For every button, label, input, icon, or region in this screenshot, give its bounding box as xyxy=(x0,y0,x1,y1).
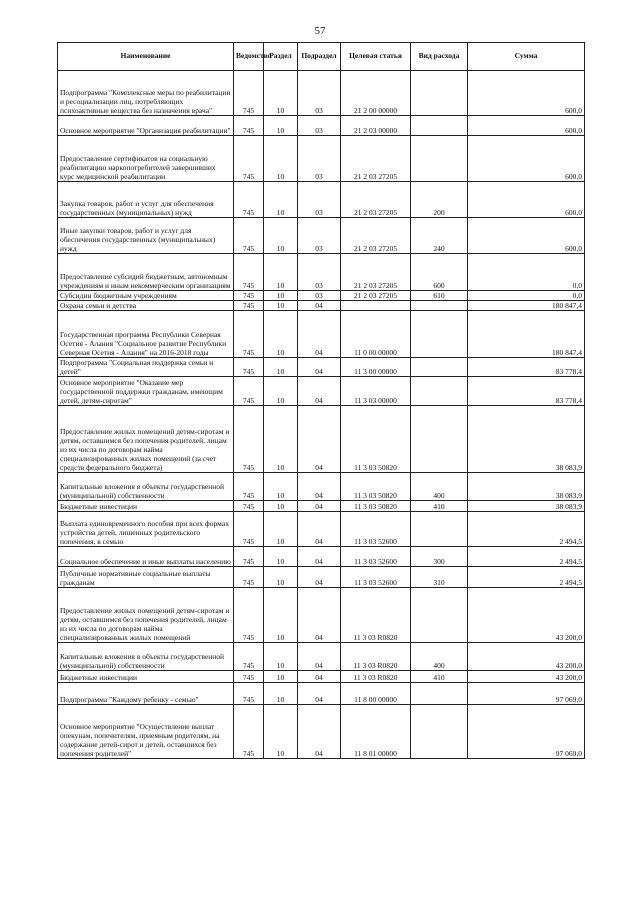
row-podrazdel-cell: 03 xyxy=(298,218,341,254)
table-row xyxy=(58,311,585,358)
table-row xyxy=(58,567,585,588)
row-podrazdel-cell: 03 xyxy=(298,116,341,136)
row-razdel-cell: 10 xyxy=(264,301,298,311)
table-row xyxy=(58,182,585,218)
row-ved-cell: 745 xyxy=(234,218,264,254)
row-summa-cell: 0,0 xyxy=(468,291,585,301)
row-summa-cell: 97 069,0 xyxy=(468,705,585,759)
row-razdel-cell: 10 xyxy=(264,136,298,182)
row-vid-cell: 600 xyxy=(411,254,468,291)
table-row xyxy=(58,705,585,759)
table-header-row xyxy=(58,43,585,71)
row-tsel-cell: 21 2 03 27205 xyxy=(341,254,411,291)
row-podrazdel-cell: 04 xyxy=(298,501,341,512)
row-tsel-cell: 11 3 03 R0820 xyxy=(341,588,411,643)
row-summa-cell: 83 778,4 xyxy=(468,358,585,377)
row-vid-cell xyxy=(411,406,468,473)
row-vid-cell: 240 xyxy=(411,218,468,254)
row-vid-cell xyxy=(411,136,468,182)
table-row xyxy=(58,406,585,473)
row-vid-cell: 410 xyxy=(411,501,468,512)
row-vid-cell xyxy=(411,683,468,705)
row-tsel-cell: 11 3 03 52600 xyxy=(341,547,411,567)
row-ved-cell: 745 xyxy=(234,358,264,377)
row-vid-cell xyxy=(411,358,468,377)
row-name-cell: Подпрограмма "Комплексные меры по реабилитации и ресоциализации лиц, потребляющих психоактивные вещества без назначения врача" xyxy=(58,71,234,116)
row-name-cell: Закупка товаров, работ и услуг для обеспечения государственных (муниципальных) нужд xyxy=(58,182,234,218)
row-ved-cell: 745 xyxy=(234,512,264,547)
row-vid-cell xyxy=(411,71,468,116)
table-row xyxy=(58,136,585,182)
table-row xyxy=(58,301,585,311)
row-vid-cell: 200 xyxy=(411,182,468,218)
table-row xyxy=(58,473,585,501)
row-razdel-cell: 10 xyxy=(264,291,298,301)
row-podrazdel-cell: 03 xyxy=(298,182,341,218)
row-name-cell: Иные закупки товаров, работ и услуг для обеспечения государственных (муниципальных) нужд xyxy=(58,218,234,254)
row-ved-cell: 745 xyxy=(234,643,264,671)
row-razdel-cell: 10 xyxy=(264,218,298,254)
row-vid-cell xyxy=(411,512,468,547)
table-row xyxy=(58,218,585,254)
row-summa-cell: 2 494,5 xyxy=(468,547,585,567)
row-razdel-cell: 10 xyxy=(264,254,298,291)
row-tsel-cell: 11 3 00 00000 xyxy=(341,358,411,377)
row-ved-cell: 745 xyxy=(234,473,264,501)
row-razdel-cell: 10 xyxy=(264,671,298,683)
row-summa-cell: 600,0 xyxy=(468,218,585,254)
row-ved-cell: 745 xyxy=(234,588,264,643)
row-tsel-cell: 11 3 03 52600 xyxy=(341,512,411,547)
table-row xyxy=(58,254,585,291)
row-razdel-cell: 10 xyxy=(264,512,298,547)
row-summa-cell: 38 083,9 xyxy=(468,406,585,473)
row-summa-cell: 180 847,4 xyxy=(468,301,585,311)
row-tsel-cell: 11 3 03 50820 xyxy=(341,501,411,512)
row-vid-cell: 400 xyxy=(411,473,468,501)
column-header-name: Наименование xyxy=(58,43,234,71)
row-podrazdel-cell: 04 xyxy=(298,473,341,501)
row-summa-cell: 2 494,5 xyxy=(468,567,585,588)
row-vid-cell: 400 xyxy=(411,643,468,671)
row-ved-cell: 745 xyxy=(234,182,264,218)
row-ved-cell: 745 xyxy=(234,705,264,759)
row-summa-cell: 600,0 xyxy=(468,71,585,116)
row-ved-cell: 745 xyxy=(234,301,264,311)
row-razdel-cell: 10 xyxy=(264,473,298,501)
row-tsel-cell: 21 2 03 27205 xyxy=(341,291,411,301)
row-name-cell: Предоставление жилых помещений детям-сиротам и детям, оставшимся без попечения родителей, лицам из их числа по договорам найма специализированных жилых помещений (за счет средств федерального бюджета) xyxy=(58,406,234,473)
row-podrazdel-cell: 03 xyxy=(298,136,341,182)
column-header-vid: Вид расхода xyxy=(411,43,468,71)
row-name-cell: Бюджетные инвестиции xyxy=(58,671,234,683)
row-summa-cell: 43 200,0 xyxy=(468,671,585,683)
row-ved-cell: 745 xyxy=(234,116,264,136)
row-vid-cell xyxy=(411,377,468,406)
row-ved-cell: 745 xyxy=(234,377,264,406)
row-razdel-cell: 10 xyxy=(264,643,298,671)
row-tsel-cell: 11 0 00 00000 xyxy=(341,311,411,358)
row-ved-cell: 745 xyxy=(234,547,264,567)
row-razdel-cell: 10 xyxy=(264,588,298,643)
table-row xyxy=(58,116,585,136)
row-podrazdel-cell: 04 xyxy=(298,705,341,759)
row-name-cell: Предоставление сертификатов на социальную реабилитацию наркопотребителей завершивших курс медицинской реабилитации xyxy=(58,136,234,182)
row-tsel-cell: 11 3 03 50820 xyxy=(341,406,411,473)
row-summa-cell: 600,0 xyxy=(468,182,585,218)
row-ved-cell: 745 xyxy=(234,254,264,291)
row-name-cell: Основное мероприятие "Организация реабилитации" xyxy=(58,116,234,136)
row-name-cell: Основное мероприятие "Осуществление выплат опекунам, попечителям, приемным родителям, на содержание детей-сирот и детей, оставшихся без попечения родителей" xyxy=(58,705,234,759)
row-vid-cell: 310 xyxy=(411,567,468,588)
row-summa-cell: 0,0 xyxy=(468,254,585,291)
row-podrazdel-cell: 03 xyxy=(298,254,341,291)
row-podrazdel-cell: 04 xyxy=(298,683,341,705)
row-podrazdel-cell: 04 xyxy=(298,547,341,567)
row-vid-cell xyxy=(411,588,468,643)
row-podrazdel-cell: 03 xyxy=(298,71,341,116)
row-tsel-cell: 21 2 03 00000 xyxy=(341,116,411,136)
table-row xyxy=(58,501,585,512)
row-summa-cell: 600,0 xyxy=(468,136,585,182)
row-vid-cell: 300 xyxy=(411,547,468,567)
row-tsel-cell: 11 8 01 00000 xyxy=(341,705,411,759)
row-ved-cell: 745 xyxy=(234,406,264,473)
row-podrazdel-cell: 04 xyxy=(298,567,341,588)
row-razdel-cell: 10 xyxy=(264,501,298,512)
table-row xyxy=(58,588,585,643)
column-header-podrazdel: Подраздел xyxy=(298,43,341,71)
row-name-cell: Капитальные вложения в объекты государственной (муниципальной) собственности xyxy=(58,473,234,501)
row-podrazdel-cell: 04 xyxy=(298,311,341,358)
row-summa-cell: 43 200,0 xyxy=(468,588,585,643)
row-name-cell: Охрана семьи и детства xyxy=(58,301,234,311)
row-podrazdel-cell: 04 xyxy=(298,301,341,311)
row-vid-cell xyxy=(411,705,468,759)
row-razdel-cell: 10 xyxy=(264,116,298,136)
row-ved-cell: 745 xyxy=(234,567,264,588)
row-razdel-cell: 10 xyxy=(264,683,298,705)
table-row xyxy=(58,377,585,406)
row-summa-cell: 43 200,0 xyxy=(468,643,585,671)
row-name-cell: Подпрограмма "Социальная поддержка семьи и детей" xyxy=(58,358,234,377)
row-vid-cell: 610 xyxy=(411,291,468,301)
row-name-cell: Социальное обеспечение и иные выплаты населению xyxy=(58,547,234,567)
row-podrazdel-cell: 04 xyxy=(298,406,341,473)
row-ved-cell: 745 xyxy=(234,136,264,182)
row-vid-cell xyxy=(411,116,468,136)
row-vid-cell xyxy=(411,301,468,311)
row-podrazdel-cell: 03 xyxy=(298,291,341,301)
row-tsel-cell: 11 3 03 R0820 xyxy=(341,643,411,671)
row-razdel-cell: 10 xyxy=(264,358,298,377)
row-summa-cell: 97 069,0 xyxy=(468,683,585,705)
row-tsel-cell: 21 2 03 27205 xyxy=(341,136,411,182)
table-row xyxy=(58,512,585,547)
row-name-cell: Бюджетные инвестиции xyxy=(58,501,234,512)
row-tsel-cell: 21 2 03 27205 xyxy=(341,218,411,254)
row-tsel-cell: 21 2 03 27205 xyxy=(341,182,411,218)
row-name-cell: Подпрограмма "Каждому ребенку - семью" xyxy=(58,683,234,705)
row-vid-cell xyxy=(411,311,468,358)
column-header-tsel: Целевая статья xyxy=(341,43,411,71)
row-podrazdel-cell: 04 xyxy=(298,358,341,377)
column-header-razdel: Раздел xyxy=(264,43,298,71)
row-name-cell: Государственная программа Республики Северная Осетия - Алания "Социальное развитие Республики Северная Осетия - Алания" на 2016-2018 годы xyxy=(58,311,234,358)
row-ved-cell: 745 xyxy=(234,311,264,358)
row-tsel-cell: 21 2 00 00000 xyxy=(341,71,411,116)
row-summa-cell: 180 847,4 xyxy=(468,311,585,358)
column-header-summa: Сумма xyxy=(468,43,585,71)
budget-table xyxy=(57,42,585,759)
page-number: 57 xyxy=(314,25,326,37)
row-podrazdel-cell: 04 xyxy=(298,512,341,547)
row-ved-cell: 745 xyxy=(234,291,264,301)
row-vid-cell: 410 xyxy=(411,671,468,683)
row-ved-cell: 745 xyxy=(234,71,264,116)
row-tsel-cell xyxy=(341,301,411,311)
row-razdel-cell: 10 xyxy=(264,705,298,759)
row-razdel-cell: 10 xyxy=(264,182,298,218)
row-summa-cell: 38 083,9 xyxy=(468,501,585,512)
row-tsel-cell: 11 3 03 00000 xyxy=(341,377,411,406)
table-row xyxy=(58,358,585,377)
row-name-cell: Предоставление субсидий бюджетным, автономным учреждениям и иным некоммерческим организациям xyxy=(58,254,234,291)
row-name-cell: Основное мероприятие "Оказание мер государственной поддержки гражданам, имеющим детей, детям-сиротам" xyxy=(58,377,234,406)
row-podrazdel-cell: 04 xyxy=(298,643,341,671)
row-ved-cell: 745 xyxy=(234,683,264,705)
row-tsel-cell: 11 8 00 00000 xyxy=(341,683,411,705)
row-podrazdel-cell: 04 xyxy=(298,377,341,406)
row-name-cell: Выплата единовременного пособия при всех формах устройства детей, лишенных родительского попечения, в семью xyxy=(58,512,234,547)
row-razdel-cell: 10 xyxy=(264,406,298,473)
table-row xyxy=(58,683,585,705)
row-name-cell: Публичные нормативные социальные выплаты гражданам xyxy=(58,567,234,588)
row-ved-cell: 745 xyxy=(234,501,264,512)
row-summa-cell: 2 494,5 xyxy=(468,512,585,547)
row-name-cell: Капитальные вложения в объекты государственной (муниципальной) собственности xyxy=(58,643,234,671)
row-razdel-cell: 10 xyxy=(264,567,298,588)
row-podrazdel-cell: 04 xyxy=(298,588,341,643)
table-row xyxy=(58,71,585,116)
table-row xyxy=(58,643,585,671)
row-tsel-cell: 11 3 03 52600 xyxy=(341,567,411,588)
column-header-ved: Ведомство xyxy=(234,43,264,71)
row-name-cell: Предоставление жилых помещений детям-сиротам и детям, оставшимся без попечения родителей, лицам из их числа по договорам найма специализированных жилых помещений xyxy=(58,588,234,643)
row-razdel-cell: 10 xyxy=(264,547,298,567)
row-podrazdel-cell: 04 xyxy=(298,671,341,683)
row-summa-cell: 83 778,4 xyxy=(468,377,585,406)
row-razdel-cell: 10 xyxy=(264,311,298,358)
row-tsel-cell: 11 3 03 50820 xyxy=(341,473,411,501)
row-ved-cell: 745 xyxy=(234,671,264,683)
row-razdel-cell: 10 xyxy=(264,71,298,116)
row-name-cell: Субсидии бюджетным учреждениям xyxy=(58,291,234,301)
table-row xyxy=(58,291,585,301)
row-razdel-cell: 10 xyxy=(264,377,298,406)
table-body xyxy=(58,71,585,759)
table-row xyxy=(58,671,585,683)
row-summa-cell: 600,0 xyxy=(468,116,585,136)
row-summa-cell: 38 083,9 xyxy=(468,473,585,501)
row-tsel-cell: 11 3 03 R0820 xyxy=(341,671,411,683)
table-row xyxy=(58,547,585,567)
